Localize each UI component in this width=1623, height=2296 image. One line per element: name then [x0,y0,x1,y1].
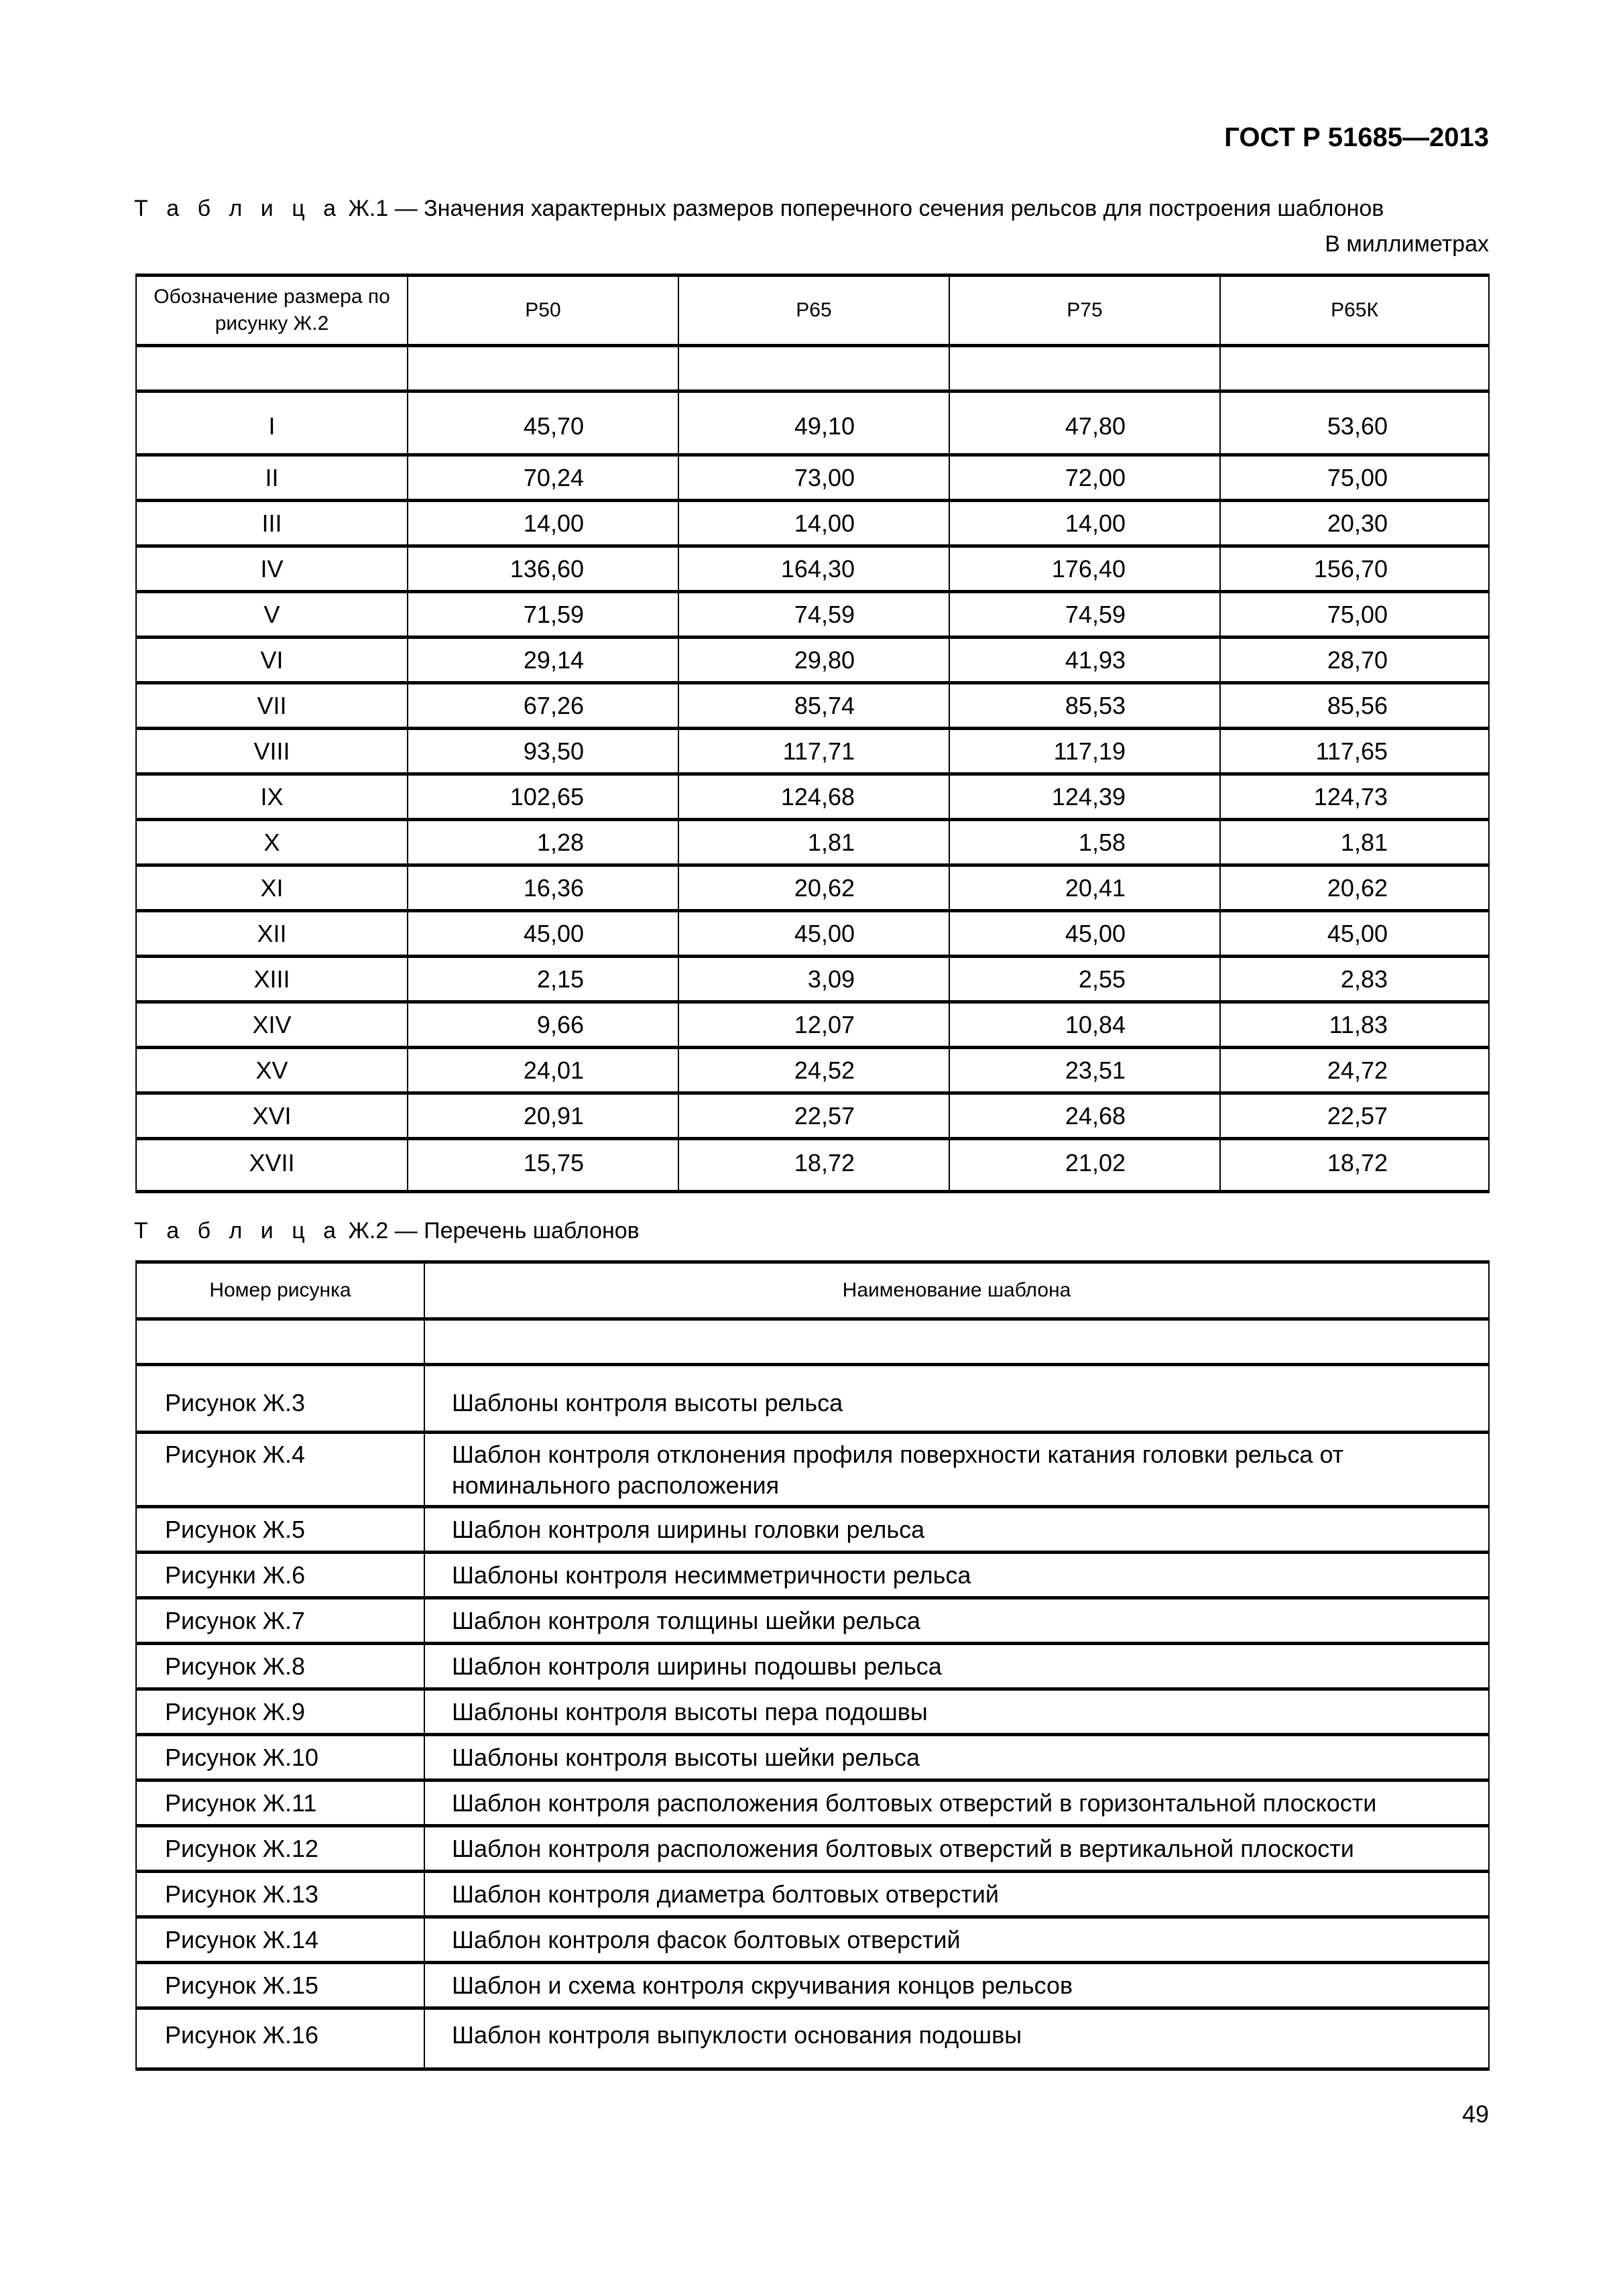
table2-caption-text: Ж.2 — Перечень шаблонов [342,1218,640,1244]
dimension-value: 136,60 [408,546,678,592]
template-name: Шаблон и схема контроля скручивания концов рельсов [424,1963,1489,2008]
dimension-value: 102,65 [408,774,678,820]
dimension-value: 14,00 [678,501,949,546]
table-row [136,1963,1489,2008]
template-name: Шаблон контроля ширины подошвы рельса [424,1644,1489,1689]
table-row [136,729,1489,774]
dimension-value: 124,68 [678,774,949,820]
dimension-label: IX [136,774,408,820]
table1-units: В миллиметрах [1325,231,1489,257]
dimension-value: 45,70 [408,391,678,455]
dimension-label: XIV [136,1002,408,1048]
table-row [136,1598,1489,1644]
template-name: Шаблон контроля расположения болтовых отверстий в горизонтальной плоскости [424,1780,1489,1826]
table-row [136,1644,1489,1689]
table-row [136,1917,1489,1963]
column-header-r50: Р50 [408,276,678,346]
table-row [136,391,1489,455]
figure-number: Рисунок Ж.11 [136,1780,424,1826]
column-header-r65k: Р65К [1220,276,1489,346]
table-row [136,865,1489,911]
dimension-value: 72,00 [949,455,1220,501]
table-row [136,501,1489,546]
dimension-value: 11,83 [1220,1002,1489,1048]
table-row [136,1139,1489,1192]
dimension-value: 75,00 [1220,455,1489,501]
template-name: Шаблон контроля расположения болтовых отверстий в вертикальной плоскости [424,1826,1489,1872]
dimension-value: 117,71 [678,729,949,774]
dimension-value: 47,80 [949,391,1220,455]
column-header-r75: Р75 [949,276,1220,346]
dimension-value: 1,81 [678,820,949,865]
table-row [136,957,1489,1002]
figure-number: Рисунок Ж.4 [136,1433,424,1507]
dimension-label: XVII [136,1139,408,1192]
table-row [136,774,1489,820]
figure-number: Рисунок Ж.7 [136,1598,424,1644]
dimension-value: 29,14 [408,638,678,683]
table1-caption-prefix: Т а б л и ц а [134,196,343,221]
template-name: Шаблон контроля ширины головки рельса [424,1507,1489,1553]
dimension-value: 53,60 [1220,391,1489,455]
table1-rail-dimensions [135,274,1490,1193]
template-name: Шаблон контроля диаметра болтовых отверстий [424,1872,1489,1917]
table-row [136,638,1489,683]
figure-number: Рисунок Ж.13 [136,1872,424,1917]
dimension-value: 24,01 [408,1048,678,1093]
dimension-label: VIII [136,729,408,774]
table-row [136,1365,1489,1433]
template-name: Шаблоны контроля высоты пера подошвы [424,1689,1489,1735]
dimension-value: 28,70 [1220,638,1489,683]
dimension-value: 45,00 [949,911,1220,957]
figure-number: Рисунок Ж.3 [136,1365,424,1433]
dimension-value: 24,68 [949,1093,1220,1139]
table-row [136,1433,1489,1507]
dimension-value: 22,57 [678,1093,949,1139]
figure-number: Рисунок Ж.16 [136,2008,424,2069]
template-name: Шаблон контроля толщины шейки рельса [424,1598,1489,1644]
dimension-value: 2,83 [1220,957,1489,1002]
dimension-value: 20,41 [949,865,1220,911]
table-row [136,1048,1489,1093]
dimension-value: 176,40 [949,546,1220,592]
figure-number: Рисунок Ж.10 [136,1735,424,1780]
table-row [136,1735,1489,1780]
dimension-value: 2,15 [408,957,678,1002]
header-separator-row [136,1319,1489,1365]
dimension-value: 18,72 [1220,1139,1489,1192]
table1-caption-text: Ж.1 — Значения характерных размеров поперечного сечения рельсов для построения шаблонов [342,196,1384,221]
table-row [136,1553,1489,1598]
dimension-value: 124,39 [949,774,1220,820]
dimension-value: 49,10 [678,391,949,455]
dimension-value: 71,59 [408,592,678,638]
dimension-label: VI [136,638,408,683]
dimension-value: 20,30 [1220,501,1489,546]
page-number: 49 [1461,2100,1489,2128]
dimension-value: 70,24 [408,455,678,501]
dimension-label: IV [136,546,408,592]
table-row [136,546,1489,592]
column-header-r65: Р65 [678,276,949,346]
dimension-value: 45,00 [678,911,949,957]
table-row [136,1093,1489,1139]
dimension-value: 1,58 [949,820,1220,865]
dimension-label: I [136,391,408,455]
dimension-value: 10,84 [949,1002,1220,1048]
template-name: Шаблон контроля фасок болтовых отверстий [424,1917,1489,1963]
header-separator-row [136,346,1489,391]
dimension-value: 16,36 [408,865,678,911]
figure-number: Рисунок Ж.5 [136,1507,424,1553]
figure-number: Рисунок Ж.12 [136,1826,424,1872]
dimension-value: 41,93 [949,638,1220,683]
table-row [136,1507,1489,1553]
dimension-value: 15,75 [408,1139,678,1192]
dimension-value: 75,00 [1220,592,1489,638]
dimension-label: XI [136,865,408,911]
dimension-label: X [136,820,408,865]
dimension-value: 85,56 [1220,683,1489,729]
table2-templates-list [135,1260,1490,2071]
figure-number: Рисунок Ж.8 [136,1644,424,1689]
dimension-label: XV [136,1048,408,1093]
table-row [136,1872,1489,1917]
dimension-value: 29,80 [678,638,949,683]
dimension-value: 9,66 [408,1002,678,1048]
table-row [136,455,1489,501]
dimension-value: 14,00 [949,501,1220,546]
dimension-value: 74,59 [949,592,1220,638]
template-name: Шаблон контроля выпуклости основания подошвы [424,2008,1489,2069]
figure-number: Рисунок Ж.15 [136,1963,424,2008]
dimension-value: 45,00 [408,911,678,957]
table-row [136,1002,1489,1048]
dimension-value: 45,00 [1220,911,1489,957]
dimension-value: 1,28 [408,820,678,865]
dimension-value: 22,57 [1220,1093,1489,1139]
column-header-designation: Обозначение размера по рисунку Ж.2 [136,276,408,346]
dimension-value: 18,72 [678,1139,949,1192]
dimension-value: 117,65 [1220,729,1489,774]
dimension-value: 24,72 [1220,1048,1489,1093]
dimension-label: XVI [136,1093,408,1139]
dimension-value: 20,62 [678,865,949,911]
dimension-value: 21,02 [949,1139,1220,1192]
table-row [136,1780,1489,1826]
dimension-value: 2,55 [949,957,1220,1002]
table1-header-row [136,276,1489,346]
figure-number: Рисунок Ж.9 [136,1689,424,1735]
table-row [136,820,1489,865]
table-row [136,1826,1489,1872]
template-name: Шаблоны контроля несимметричности рельса [424,1553,1489,1598]
dimension-value: 74,59 [678,592,949,638]
dimension-label: XII [136,911,408,957]
dimension-value: 85,74 [678,683,949,729]
template-name: Шаблон контроля отклонения профиля поверхности катания головки рельса от номинального расположения [424,1433,1489,1507]
table2-header-row [136,1262,1489,1319]
dimension-value: 23,51 [949,1048,1220,1093]
dimension-value: 124,73 [1220,774,1489,820]
table-row [136,911,1489,957]
dimension-label: V [136,592,408,638]
dimension-value: 164,30 [678,546,949,592]
dimension-label: III [136,501,408,546]
dimension-value: 73,00 [678,455,949,501]
template-name: Шаблоны контроля высоты шейки рельса [424,1735,1489,1780]
dimension-value: 20,91 [408,1093,678,1139]
dimension-value: 3,09 [678,957,949,1002]
dimension-value: 85,53 [949,683,1220,729]
dimension-value: 67,26 [408,683,678,729]
table1-caption [134,196,1384,222]
table-row [136,1689,1489,1735]
dimension-value: 20,62 [1220,865,1489,911]
figure-number: Рисунок Ж.14 [136,1917,424,1963]
column-header-figure-number: Номер рисунка [136,1262,424,1319]
dimension-value: 117,19 [949,729,1220,774]
dimension-value: 24,52 [678,1048,949,1093]
dimension-label: VII [136,683,408,729]
table-row [136,2008,1489,2069]
column-header-template-name: Наименование шаблона [424,1262,1489,1319]
table-row [136,683,1489,729]
dimension-value: 12,07 [678,1002,949,1048]
dimension-value: 14,00 [408,501,678,546]
dimension-label: XIII [136,957,408,1002]
template-name: Шаблоны контроля высоты рельса [424,1365,1489,1433]
dimension-value: 1,81 [1220,820,1489,865]
dimension-value: 156,70 [1220,546,1489,592]
figure-number: Рисунки Ж.6 [136,1553,424,1598]
dimension-label: II [136,455,408,501]
table2-caption [134,1218,640,1244]
table-row [136,592,1489,638]
standard-designation: ГОСТ Р 51685—2013 [1224,123,1489,152]
dimension-value: 93,50 [408,729,678,774]
table2-caption-prefix: Т а б л и ц а [134,1218,343,1244]
